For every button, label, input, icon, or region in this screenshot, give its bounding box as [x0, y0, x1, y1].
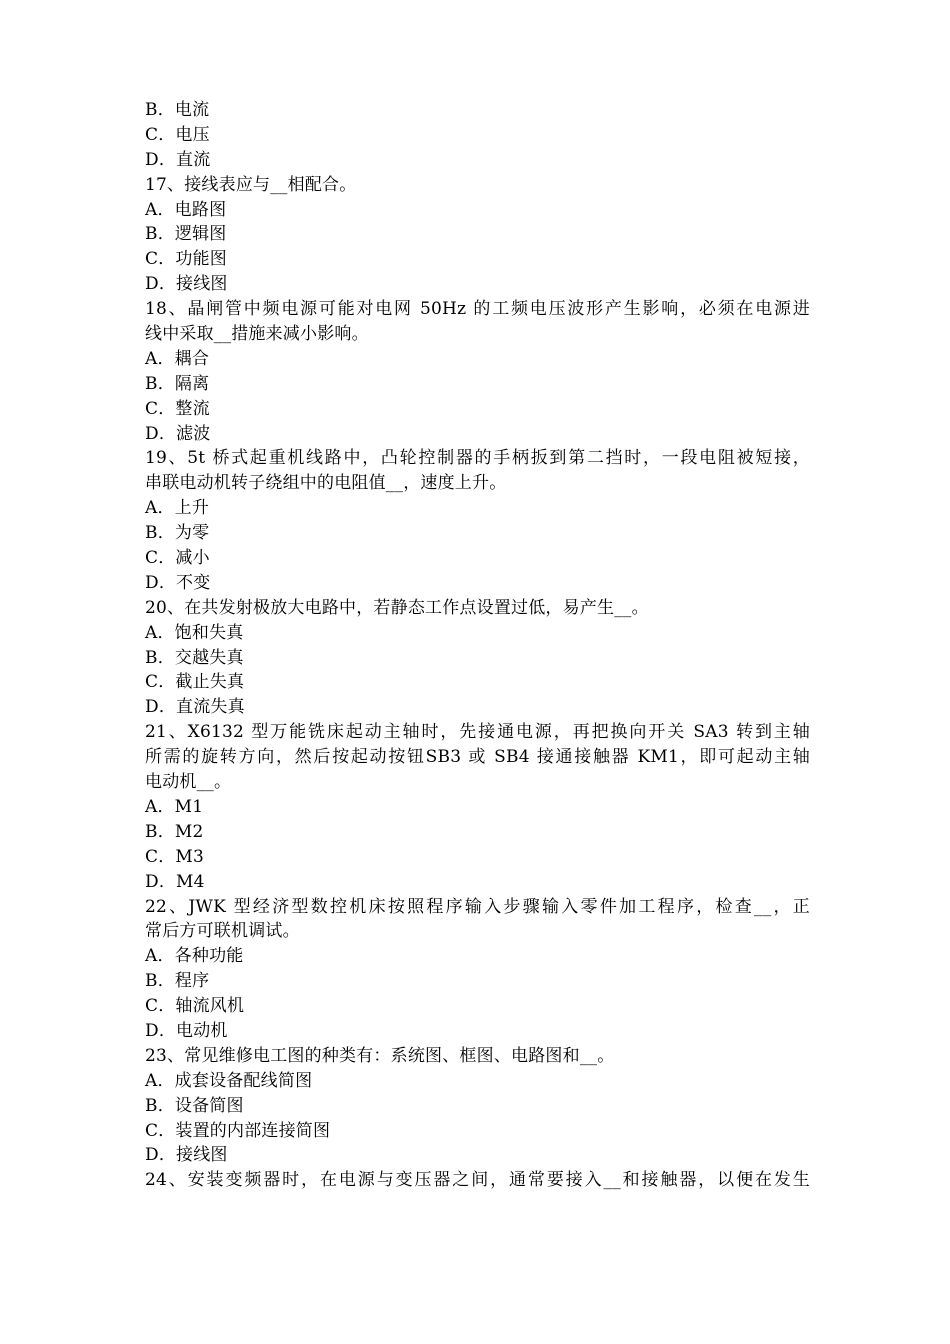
answer-option: B．电流	[145, 100, 210, 120]
question-text-line: 线中采取__措施来减小影响。	[145, 324, 369, 345]
answer-option: C．减小	[145, 548, 210, 569]
answer-option: B．M2	[145, 821, 204, 842]
question-text-line: 21、X6132 型万能铣床起动主轴时，先接通电源，再把换向开关 SA3 转到主轴	[145, 722, 810, 743]
answer-option: B．交越失真	[145, 647, 244, 668]
answer-option: C．轴流风机	[145, 996, 245, 1017]
answer-option: A．饱和失真	[145, 622, 244, 643]
question-text-line: 20、在共发射极放大电路中，若静态工作点设置过低，易产生__。	[145, 597, 649, 618]
question-text-line: 18、晶闸管中频电源可能对电网 50Hz 的工频电压波形产生影响，必须在电源进	[145, 299, 810, 320]
answer-option: D．M4	[145, 871, 205, 892]
answer-option: B．设备简图	[145, 1095, 244, 1116]
answer-option: A．耦合	[145, 348, 210, 369]
answer-option: D．接线图	[145, 274, 228, 295]
answer-option: C．M3	[145, 846, 205, 867]
answer-option: D．不变	[145, 572, 211, 593]
answer-option: B．隔离	[145, 373, 210, 394]
answer-option: D．接线图	[145, 1145, 228, 1166]
answer-option: D．滤波	[145, 423, 211, 444]
answer-option: A．成套设备配线简图	[145, 1070, 313, 1091]
question-text-line: 19、5t 桥式起重机线路中，凸轮控制器的手柄扳到第二挡时，一段电阻被短接，	[145, 448, 810, 469]
question-text-line: 电动机__。	[145, 772, 232, 793]
question-text-line: 串联电动机转子绕组中的电阻值__，速度上升。	[145, 473, 507, 494]
answer-option: C．功能图	[145, 249, 228, 270]
answer-option: D．直流失真	[145, 697, 245, 718]
answer-option: A．M1	[145, 796, 204, 817]
question-text-line: 22、JWK 型经济型数控机床按照程序输入步骤输入零件加工程序，检查__，正	[145, 896, 810, 917]
answer-option: C．电压	[145, 124, 210, 145]
answer-option: A．各种功能	[145, 946, 244, 967]
answer-option: B．为零	[145, 523, 210, 544]
question-text-line: 17、接线表应与__相配合。	[145, 174, 357, 195]
answer-option: C．装置的内部连接简图	[145, 1120, 331, 1141]
answer-option: D．电动机	[145, 1020, 228, 1041]
answer-option: A．上升	[145, 498, 210, 519]
answer-option: D．直流	[145, 149, 211, 170]
question-text-line: 所需的旋转方向，然后按起动按钮SB3 或 SB4 接通接触器 KM1，即可起动主轴	[145, 747, 810, 768]
question-text-line: 常后方可联机调试。	[145, 921, 300, 942]
question-text-line: 24、安装变频器时，在电源与变压器之间，通常要接入__和接触器，以便在发生	[145, 1170, 810, 1191]
answer-option: C．整流	[145, 398, 210, 419]
document-page	[145, 98, 810, 1193]
answer-option: A．电路图	[145, 199, 227, 220]
answer-option: B．程序	[145, 971, 210, 992]
question-text-line: 23、常见维修电工图的种类有：系统图、框图、电路图和__。	[145, 1045, 615, 1066]
answer-option: B．逻辑图	[145, 224, 227, 245]
answer-option: C．截止失真	[145, 672, 245, 693]
